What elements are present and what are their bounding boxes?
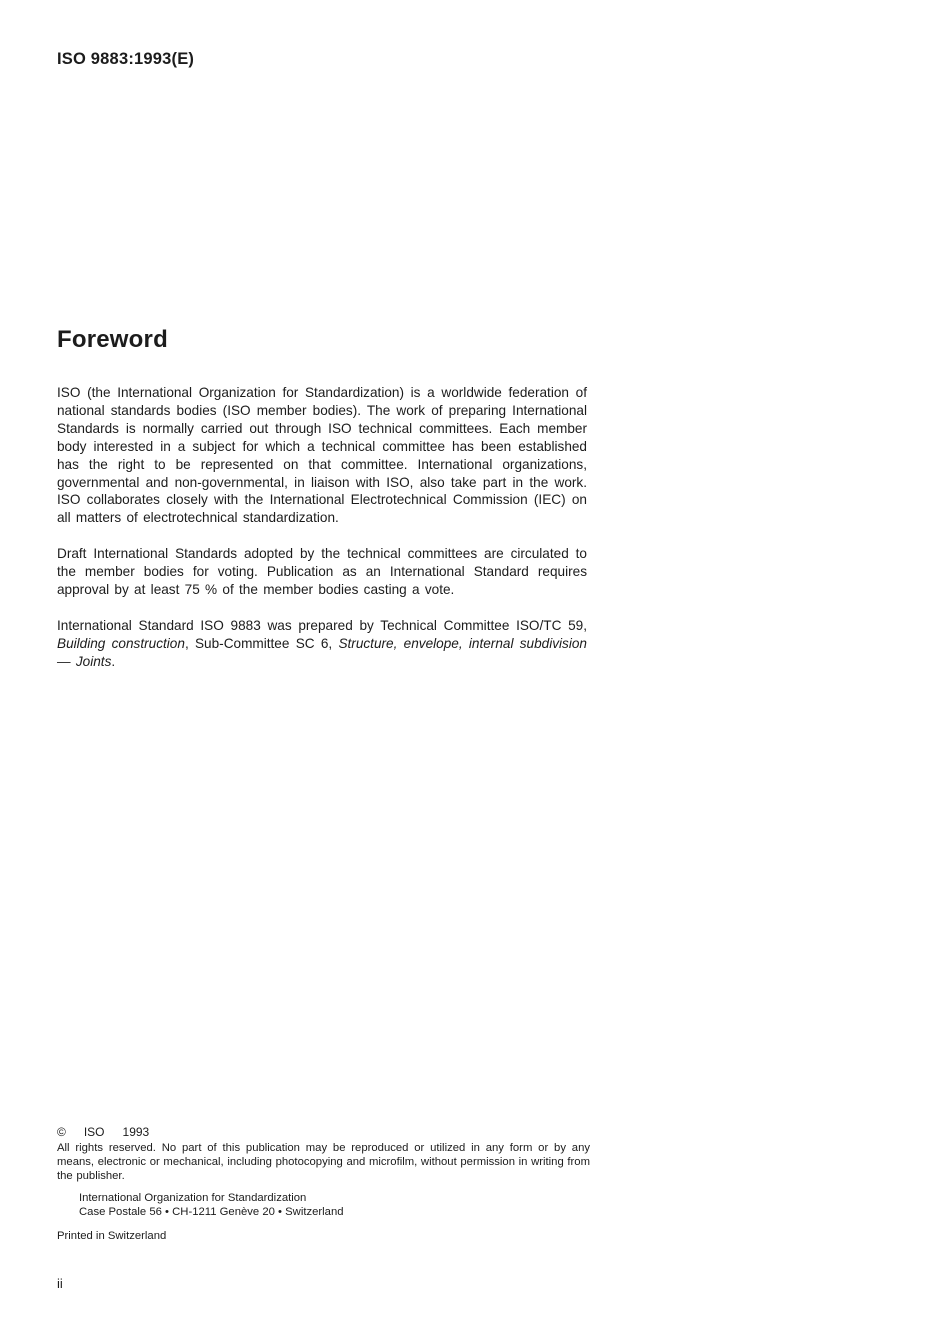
printed-in-notice: Printed in Switzerland — [57, 1230, 167, 1242]
copyright-org: ISO — [83, 1125, 105, 1139]
rights-reserved-notice: All rights reserved. No part of this publication may be reproduced or utilized in any form or by any means, electronic or mechanical, including photocopying and microfilm, without permission in writing from the publisher. — [57, 1142, 590, 1182]
foreword-section — [57, 326, 587, 689]
publisher-name: International Organization for Standardization — [79, 1192, 307, 1204]
paragraph-3-text: . — [111, 653, 116, 669]
publisher-address-line: Case Postale 56 • CH-1211 Genève 20 • Switzerland — [79, 1206, 344, 1218]
copyright-year: 1993 — [122, 1125, 150, 1139]
subcommittee-title-italic: Structure, envelope, internal subdivision — Joints — [57, 635, 587, 669]
document-reference-header: ISO 9883:1993(E) — [57, 50, 195, 68]
foreword-paragraph-1: ISO (the International Organization for Standardization) is a worldwide federation of national standards bodies (ISO member bodies). The work of preparing International Standards is normally carried out through ISO technical committees. Each member body interested in a subject for which a technical committee has been established has the right to be represented on that committee. International organizations, governmental and non-governmental, in liaison with ISO, also take part in the work. ISO collaborates closely with the International Electrotechnical Commission (IEC) on all matters of electrotechnical standardization. — [57, 385, 587, 526]
foreword-paragraph-3 — [57, 617, 587, 671]
foreword-heading: Foreword — [57, 326, 168, 353]
committee-title-italic: Building construction — [57, 635, 185, 651]
page-number: ii — [57, 1276, 63, 1291]
copyright-block — [57, 1125, 590, 1243]
foreword-paragraph-2: Draft International Standards adopted by the technical committees are circulated to the member bodies for voting. Publication as an International Standard requires approval by at least 75 % of the member bodies casting a vote. — [57, 546, 587, 598]
copyright-symbol: © — [57, 1125, 66, 1139]
publisher-address — [57, 1191, 590, 1219]
paragraph-3-text: International Standard ISO 9883 was prepared by Technical Committee ISO/TC 59, — [57, 617, 587, 633]
paragraph-3-text: , Sub-Committee SC 6, — [184, 635, 339, 651]
copyright-line — [57, 1125, 590, 1139]
